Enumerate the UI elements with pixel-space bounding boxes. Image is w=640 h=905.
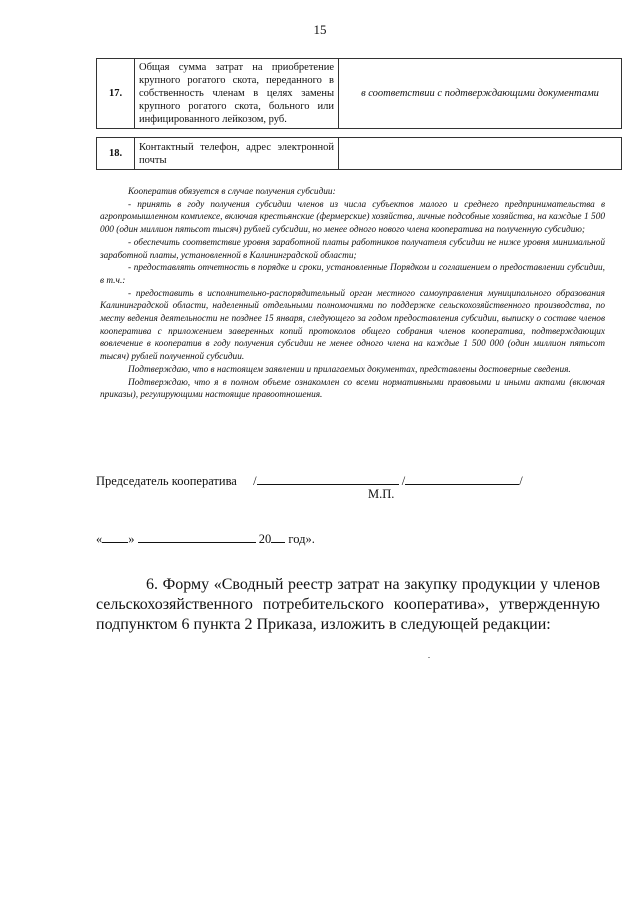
signature-slash: /	[253, 474, 257, 488]
obligation-item: - предоставить в исполнительно-распорядительный орган местного самоуправления муниципального образования Калининградской области, наделенный отдельными полномочиями по поддержке сельскохозяйственного производства, по месту ведения деятельности не позднее 15 января, следующего за годом предоставления субсидии, выписку о составе членов кооператива с приложением заверенных копий протоколов общего собрания членов кооператива, подтверждающих вовлечение в кооператив в году получения субсидии не менее одного члена на каждые 1 500 000 (один миллион пятьсот тысяч) рублей полученной субсидии.	[100, 288, 605, 363]
table-row-18	[96, 137, 622, 170]
row-label: Контактный телефон, адрес электронной почты	[135, 138, 339, 170]
signature-slash: /	[519, 474, 523, 488]
row-number: 17.	[97, 59, 135, 129]
row-value[interactable]	[339, 138, 622, 170]
month-field[interactable]	[138, 530, 256, 543]
obligation-item: - предоставлять отчетность в порядке и сроки, установленные Порядком и соглашением о предоставлении субсидии, в т.ч.:	[100, 263, 605, 286]
name-field[interactable]	[405, 472, 519, 485]
date-open-quote: «	[96, 532, 103, 546]
date-line	[96, 530, 315, 547]
page-number: 15	[313, 22, 327, 37]
day-field[interactable]	[102, 530, 128, 543]
scan-artifact	[428, 657, 430, 658]
stamp-place-label: М.П.	[368, 487, 395, 501]
row-label: Общая сумма затрат на приобретение крупного рогатого скота, переданного в собственность членам в целях замены крупного рогатого скота, больного или инфицированного лейкозом, руб.	[135, 59, 339, 129]
table-row-17	[96, 58, 622, 129]
year-prefix: 20	[258, 532, 272, 546]
acknowledgement-statement: Подтверждаю, что я в полном объеме ознакомлен со всеми нормативными правовыми и иными актами (включая приказы), регулирующими настоящие правоотношения.	[100, 377, 605, 401]
date-close-quote: »	[128, 532, 135, 546]
signature-slash: /	[401, 474, 406, 488]
year-suffix: год».	[285, 532, 315, 546]
cooperative-obligations	[100, 186, 605, 402]
clause-text: 6. Форму «Сводный реестр затрат на закупку продукции у членов сельскохозяйственного потребительского кооператива», утвержденную подпунктом 6 пункта 2 Приказа, изложить в следующей редакции:	[96, 576, 600, 633]
signature-label: Председатель кооператива	[96, 474, 237, 488]
signature-field[interactable]	[257, 472, 399, 485]
amendment-clause	[96, 575, 600, 635]
signature-line	[96, 472, 523, 489]
obligation-item: - обеспечить соответствие уровня заработной платы работников получателя субсидии не ниже уровня минимальной заработной платы, установленной в Калининградской области;	[100, 237, 605, 261]
confirmation-statement: Подтверждаю, что в настоящем заявлении и прилагаемых документах, представлены достоверные сведения.	[128, 364, 571, 375]
obligation-item: - принять в году получения субсидии членов из числа субъектов малого и среднего предпринимательства в агропромышленном комплексе, включая крестьянские (фермерские) хозяйства, личные подсобные хозяйства, на каждые 1 500 000 (один миллион пятьсот тысяч) рублей субсидии, но менее одного нового члена кооператива на полученную субсидию;	[100, 199, 605, 236]
row-value: в соответствии с подтверждающими документами	[339, 59, 622, 129]
year-field[interactable]	[271, 530, 285, 543]
row-number: 18.	[97, 138, 135, 170]
obligations-intro: Кооператив обязуется в случае получения субсидии:	[128, 187, 336, 197]
